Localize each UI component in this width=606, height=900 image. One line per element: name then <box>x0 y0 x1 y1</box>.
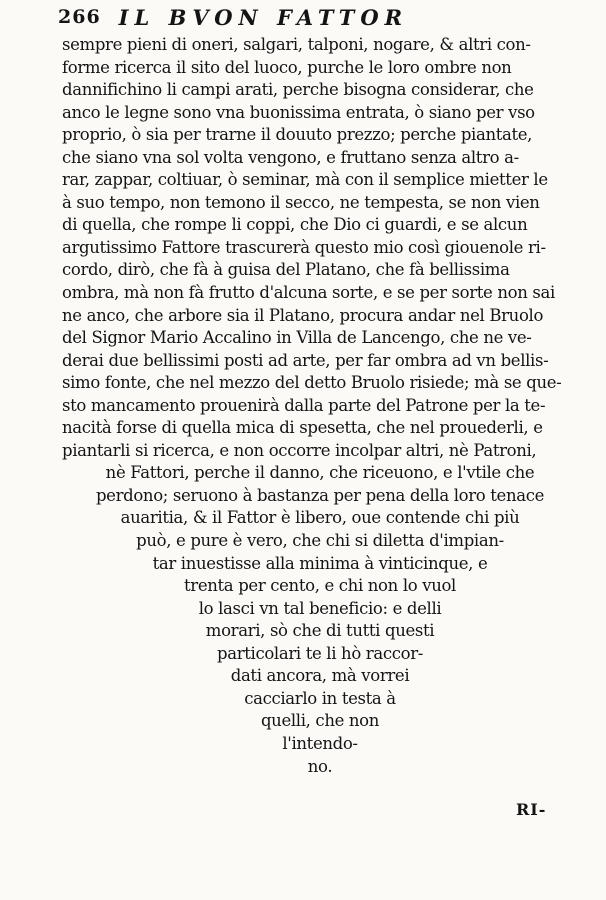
text-line: piantarli si ricerca, e non occorre incolpar altri, nè Patroni, <box>62 440 537 460</box>
text-line: proprio, ò sia per trarne il douuto prezzo; perche piantate, <box>62 125 533 145</box>
text-line: rar, zappar, coltiuar, ò seminar, mà con il semplice mietter le <box>62 170 548 190</box>
text-line: cacciarlo in testa à <box>244 688 396 708</box>
text-line: perdono; seruono à bastanza per pena della loro tenace <box>95 485 545 505</box>
page-header <box>58 2 478 32</box>
text-line: quelli, che non <box>260 711 380 731</box>
text-line: derai due bellissimi posti ad arte, per far ombra ad vn bellis- <box>62 350 549 370</box>
text-line: cordo, dirò, che fà à guisa del Platano, che fà bellissima <box>62 260 510 280</box>
text-line: auaritia, & il Fattor è libero, oue contende chi più <box>120 508 520 528</box>
text-line: à suo tempo, non temono il secco, ne tempesta, se non vien <box>62 192 540 212</box>
text-line: che siano vna sol volta vengono, e fruttano senza altro a- <box>62 147 519 167</box>
text-line: sto mancamento prouenirà dalla parte del Patrone per la te- <box>62 395 546 415</box>
page-number: 266 <box>58 6 101 28</box>
text-line: di quella, che rompe li coppi, che Dio ci guardi, e se alcun <box>62 215 528 235</box>
text-line: trenta per cento, e chi non lo vuol <box>184 576 456 596</box>
text-line: anco le legne sono vna buonissima entrata, ò siano per vso <box>62 102 535 122</box>
text-line: morari, sò che di tutti questi <box>205 621 435 641</box>
text-line: sempre pieni di oneri, salgari, talponi, nogare, & altri con- <box>62 35 531 54</box>
running-title: IL BVON FATTOR <box>118 4 409 30</box>
text-line: dannifichino li campi arati, perche bisogna considerar, che <box>62 80 534 100</box>
text-line: simo fonte, che nel mezzo del detto Bruolo risiede; mà se que- <box>62 373 562 393</box>
text-line: l'intendo- <box>282 733 358 753</box>
text-line: del Signor Mario Accalino in Villa de Lancengo, che ne ve- <box>62 328 532 348</box>
catchword: RI- <box>516 800 547 819</box>
text-line: lo lasci vn tal beneficio: e delli <box>198 598 442 618</box>
text-line: nè Fattori, perche il danno, che riceuono, e l'vtile che <box>105 463 535 483</box>
text-line: nacità forse di quella mica di spesetta, che nel prouederli, e <box>62 418 543 438</box>
text-line: può, e pure è vero, che chi si diletta d'impian- <box>136 531 504 551</box>
text-line: ne anco, che arbore sia il Platano, procura andar nel Bruolo <box>62 305 544 325</box>
body-text <box>62 34 578 778</box>
text-line: no. <box>307 756 333 776</box>
text-line: forme ricerca il sito del luoco, purche le loro ombre non <box>62 57 512 77</box>
text-line: dati ancora, mà vorrei <box>230 666 410 686</box>
text-line: argutissimo Fattore trascurerà questo mio così giouenole ri- <box>62 237 546 257</box>
text-line: particolari te li hò raccor- <box>217 643 423 663</box>
text-line: ombra, mà non fà frutto d'alcuna sorte, e se per sorte non sai <box>62 283 555 303</box>
text-line: tar inuestisse alla minima à vinticinque, e <box>152 553 488 573</box>
